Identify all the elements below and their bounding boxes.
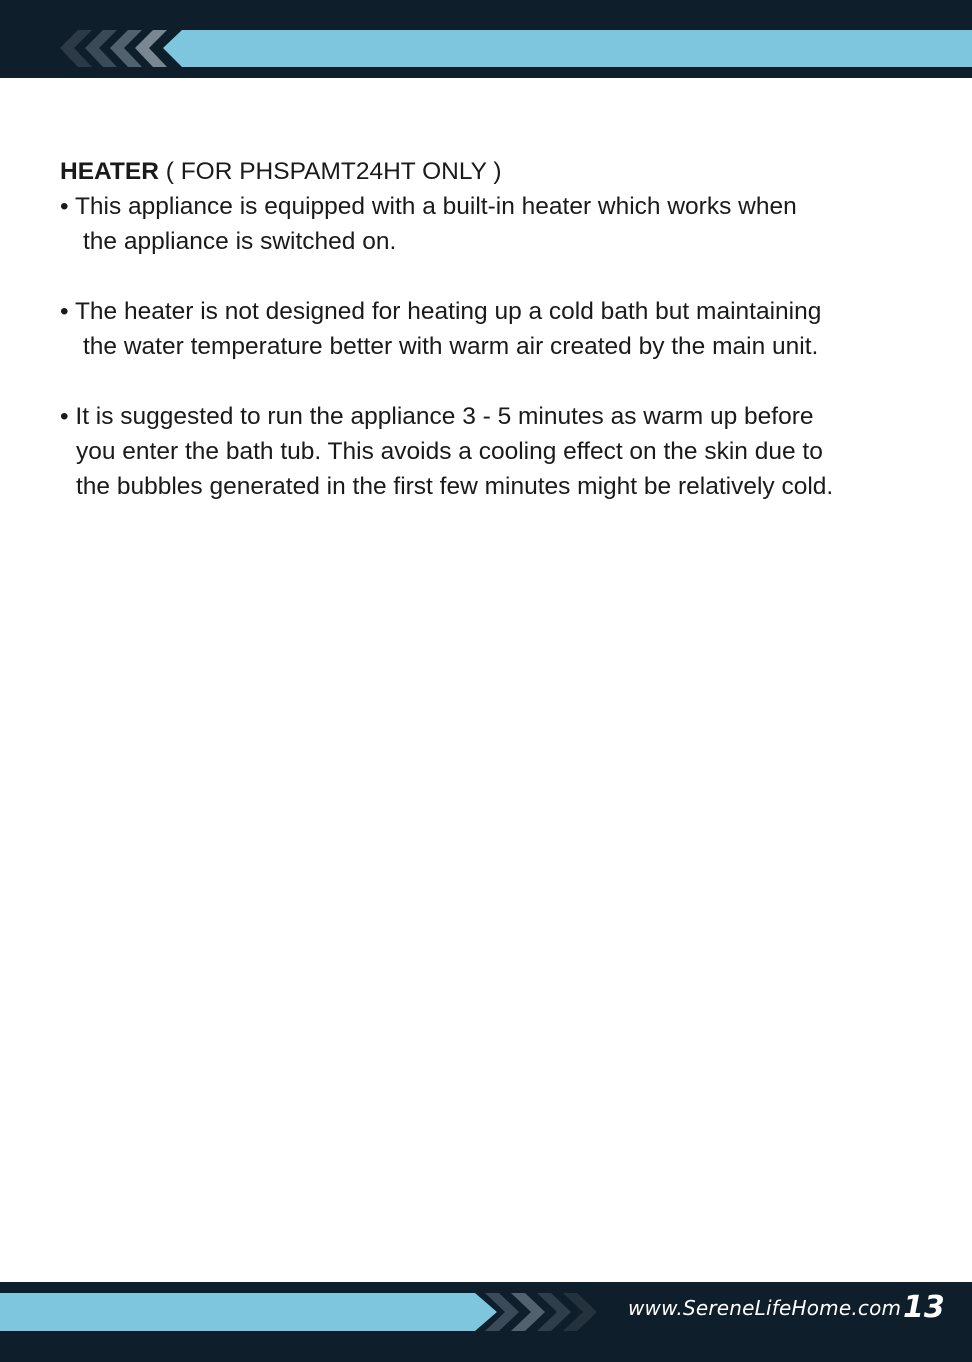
footer-band xyxy=(0,1282,972,1362)
bullet-line: • The heater is not designed for heating up a cold bath but maintaining xyxy=(60,298,822,325)
page-number: 13 xyxy=(903,1290,945,1325)
bullet-line: you enter the bath tub. This avoids a cooling effect on the skin due to xyxy=(76,438,823,465)
bullet-line: the bubbles generated in the first few minutes might be relatively cold. xyxy=(76,473,834,500)
bullet-line: the water temperature better with warm air created by the main unit. xyxy=(83,333,819,360)
bullet-line: • This appliance is equipped with a built-in heater which works when xyxy=(60,193,797,220)
bullet-line: • It is suggested to run the appliance 3 - 5 minutes as warm up before xyxy=(60,403,814,430)
heater-section xyxy=(60,154,920,539)
header-band xyxy=(0,0,972,78)
section-heading xyxy=(60,154,920,189)
heading-title: HEATER xyxy=(60,158,159,185)
heading-subtitle: ( FOR PHSPAMT24HT ONLY ) xyxy=(158,158,502,185)
bullet-line: the appliance is switched on. xyxy=(83,228,397,255)
bullet-item xyxy=(60,189,920,259)
bullet-item xyxy=(60,399,920,504)
bullet-item xyxy=(60,294,920,364)
website-url: www.SereneLifeHome.com xyxy=(628,1296,902,1320)
